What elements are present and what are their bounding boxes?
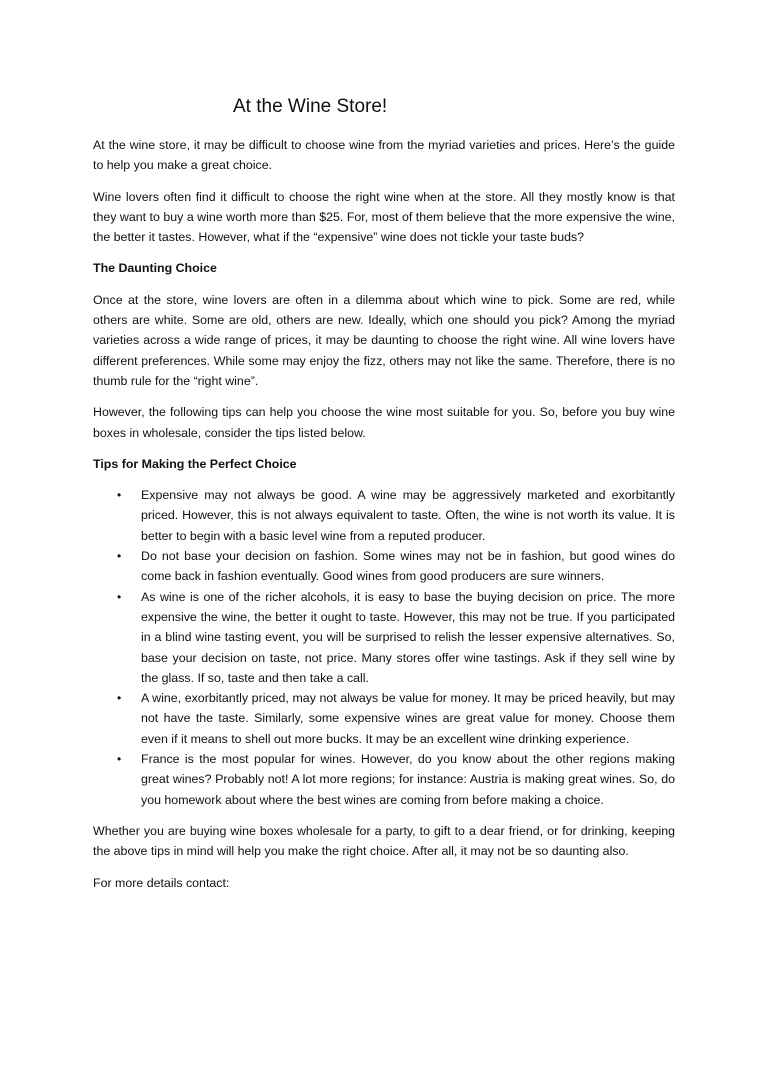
list-item-text: France is the most popular for wines. However, do you know about the other regions making great wines? Probably not! A lot more regions; for instance: Austria is making great wines. So, do you homework about where the best wines are coming from before making a choice. — [141, 752, 675, 807]
tips-intro-paragraph: However, the following tips can help you choose the wine most suitable for you. So, before you buy wine boxes in wholesale, consider the tips listed below. — [93, 405, 675, 440]
tips-list — [93, 485, 675, 810]
list-item — [93, 587, 675, 688]
document-title: At the Wine Store! — [233, 96, 388, 117]
list-item — [93, 485, 675, 546]
list-item — [93, 749, 675, 810]
wine-lovers-paragraph: Wine lovers often find it difficult to choose the right wine when at the store. All they mostly know is that they want to buy a wine worth more than $25. For, most of them believe that the more expensive the wine, the better it tastes. However, what if the “expensive” wine does not tickle your taste buds? — [93, 189, 675, 245]
dilemma-paragraph: Once at the store, wine lovers are often in a dilemma about which wine to pick. Some are red, while others are white. Some are old, others are new. Ideally, which one should you pick? Among the myriad varieties across a wide range of prices, it may be daunting to choose the right wine. All wine lovers have different preferences. While some may enjoy the fizz, others may not like the same. Therefore, there is no thumb rule for the “right wine”. — [93, 292, 675, 388]
bullet-icon: • — [117, 752, 122, 767]
intro-paragraph: At the wine store, it may be difficult to choose wine from the myriad varieties and prices. Here’s the guide to help you make a great choice. — [93, 138, 675, 173]
bullet-icon: • — [117, 589, 122, 604]
section-heading-daunting-choice: The Daunting Choice — [93, 261, 217, 276]
list-item — [93, 688, 675, 749]
contact-line: For more details contact: — [93, 875, 230, 890]
section-heading-tips: Tips for Making the Perfect Choice — [93, 456, 297, 471]
list-item-text: Expensive may not always be good. A wine may be aggressively marketed and exorbitantly priced. However, this is not always equivalent to taste. Often, the wine is not worth its value. It is better to begin with a basic level wine from a reputed producer. — [141, 488, 675, 543]
list-item-text: Do not base your decision on fashion. Some wines may not be in fashion, but good wines do come back in fashion eventually. Good wines from good producers are sure winners. — [141, 549, 675, 584]
list-item-text: A wine, exorbitantly priced, may not always be value for money. It may be priced heavily, but may not have the taste. Similarly, some expensive wines are great value for money. Choose them even if it means to shell out more bucks. It may be an excellent wine drinking experience. — [141, 691, 675, 746]
bullet-icon: • — [117, 691, 122, 706]
bullet-icon: • — [117, 488, 122, 503]
list-item — [93, 546, 675, 587]
list-item-text: As wine is one of the richer alcohols, it is easy to base the buying decision on price. The more expensive the wine, the better it ought to taste. However, this may not be true. If you participated in a blind wine tasting event, you will be surprised to relish the lesser expensive alternatives. So, base your decision on taste, not price. Many stores offer wine tastings. Ask if they sell wine by the glass. If so, taste and then take a call. — [141, 589, 675, 685]
bullet-icon: • — [117, 549, 122, 564]
closing-paragraph: Whether you are buying wine boxes wholesale for a party, to gift to a dear friend, or for drinking, keeping the above tips in mind will help you make the right choice. After all, it may not be so daunting also. — [93, 823, 675, 859]
